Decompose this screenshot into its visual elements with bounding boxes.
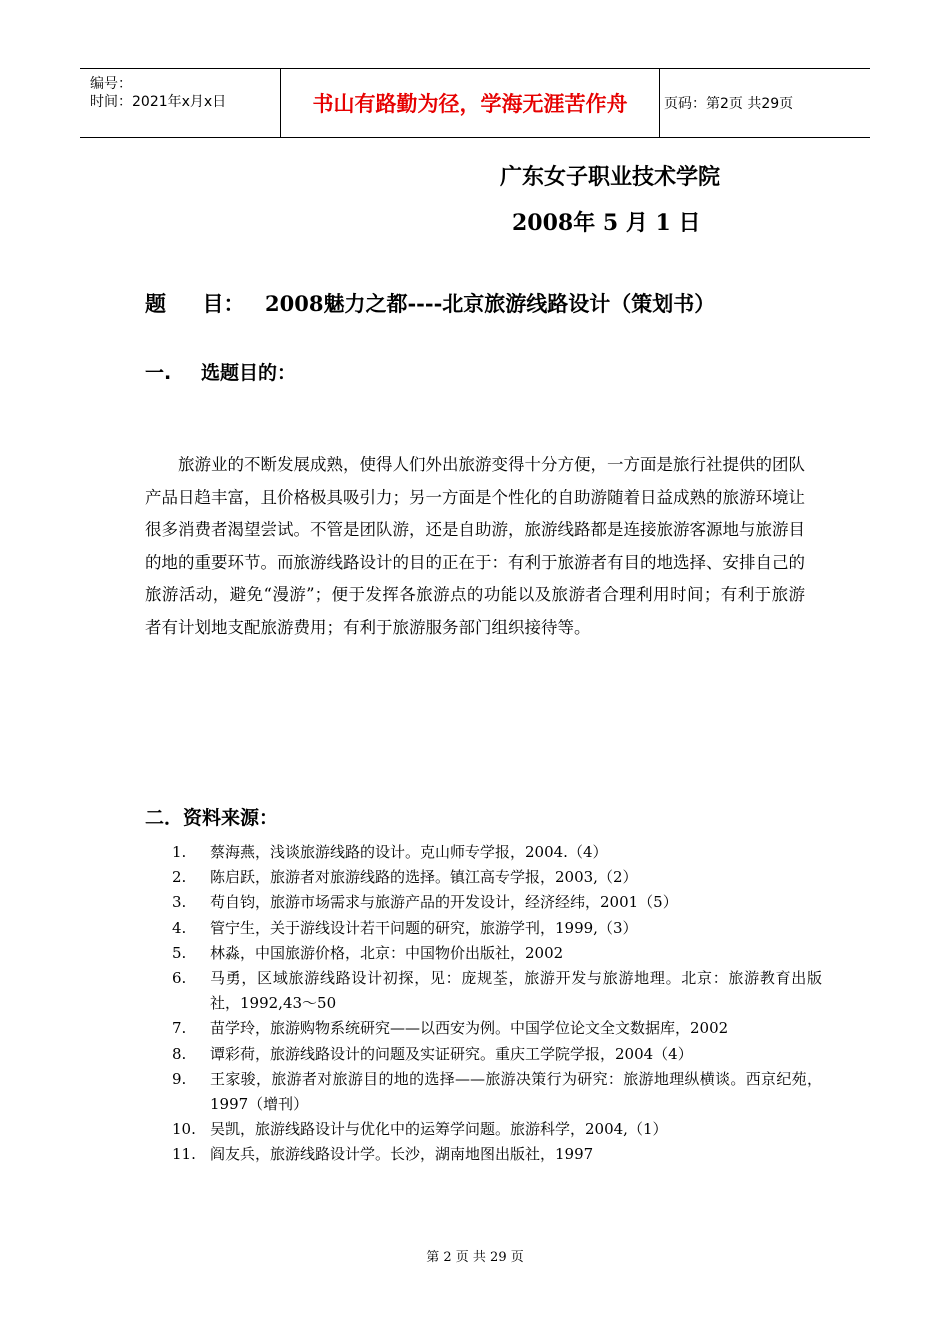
reference-number: 11. (172, 1145, 196, 1164)
reference-item (172, 941, 822, 966)
reference-item (172, 865, 822, 890)
reference-item (172, 1117, 822, 1142)
reference-number: 4. (172, 918, 187, 937)
reference-text: 吴凯，旅游线路设计与优化中的运筹学问题。旅游科学，2004,（1） (210, 1120, 668, 1139)
section-1-title: 选题目的： (201, 362, 297, 384)
reference-text: 谭彩荷，旅游线路设计的问题及实证研究。重庆工学院学报，2004（4） (210, 1044, 693, 1063)
reference-text: 陈启跃，旅游者对旅游线路的选择。镇江高专学报，2003,（2） (210, 868, 638, 887)
reference-item (172, 916, 822, 941)
reference-number: 8. (172, 1044, 187, 1063)
reference-number: 10. (172, 1120, 196, 1139)
reference-text: 管宁生，关于游线设计若干问题的研究，旅游学刊，1999,（3） (210, 918, 638, 937)
reference-text: 蔡海燕，浅谈旅游线路的设计。克山师专学报，2004.（4） (210, 843, 608, 861)
reference-text: 阎友兵，旅游线路设计学。长沙，湖南地图出版社，1997 (210, 1145, 594, 1164)
reference-text: 马勇，区域旅游线路设计初探，见：庞规荃，旅游开发与旅游地理。北京：旅游教育出版社，1992,43～50 (210, 969, 822, 1013)
reference-number: 5. (172, 943, 187, 962)
school-name: 广东女子职业技术学院 (500, 164, 721, 190)
reference-number: 3. (172, 893, 187, 912)
reference-item (172, 966, 822, 1016)
reference-text: 苟自钧，旅游市场需求与旅游产品的开发设计，经济经纬，2001（5） (210, 893, 678, 912)
reference-item (172, 1142, 822, 1167)
reference-number: 6. (172, 969, 187, 988)
section-1-number: 一. (145, 362, 172, 384)
document-date: 2008年 5 月 1 日 (512, 210, 701, 236)
time-label: 时间：2021年x月x日 (90, 94, 227, 110)
page-counter: 页码：第2页 共29页 (664, 96, 794, 112)
reference-number: 9. (172, 1069, 187, 1088)
reference-text: 王家骏，旅游者对旅游目的地的选择——旅游决策行为研究：旅游地理纵横谈。西京纪苑，1997（增刊） (210, 1069, 822, 1114)
reference-number: 1. (172, 843, 187, 861)
page-footer: 第 2 页 共 29 页 (426, 1250, 524, 1265)
reference-text: 林淼，中国旅游价格，北京：中国物价出版社，2002 (210, 943, 564, 962)
document-title (145, 288, 715, 318)
page-header (80, 68, 870, 138)
header-motto: 书山有路勤为径，学海无涯苦作舟 (280, 69, 660, 137)
header-info (80, 69, 280, 137)
purpose-paragraph: 旅游业的不断发展成熟，使得人们外出旅游变得十分方便，一方面是旅行社提供的团队产品日趋丰富，且价格极具吸引力；另一方面是个性化的自助游随着日益成熟的旅游环境让很多消费者渴望尝试。不管是团队游，还是自助游，旅游线路都是连接旅游客源地与旅游目的地的重要环节。而旅游线路设计的目的正在于：有利于旅游者有目的地选择、安排自己的旅游活动，避免“漫游”；便于发挥各旅游点的功能以及旅游者合理利用时间；有利于旅游者有计划地支配旅游费用；有利于旅游服务部门组织接待等。 (145, 455, 805, 637)
reference-item (172, 1067, 822, 1117)
title-text: 2008魅力之都----北京旅游线路设计（策划书） (265, 291, 716, 316)
reference-list (172, 840, 822, 1168)
reference-number: 7. (172, 1019, 187, 1038)
reference-item (172, 890, 822, 915)
reference-item (172, 1042, 822, 1067)
reference-text: 苗学玲，旅游购物系统研究——以西安为例。中国学位论文全文数据库，2002 (210, 1019, 729, 1038)
section-1-body (145, 449, 805, 644)
reference-item (172, 1016, 822, 1041)
section-2-heading: 二．资料来源： (145, 807, 279, 829)
reference-item (172, 840, 822, 865)
section-1-heading (145, 358, 296, 385)
title-label: 题 目： (145, 291, 245, 316)
reference-number: 2. (172, 868, 187, 887)
number-label: 编号： (90, 76, 132, 92)
